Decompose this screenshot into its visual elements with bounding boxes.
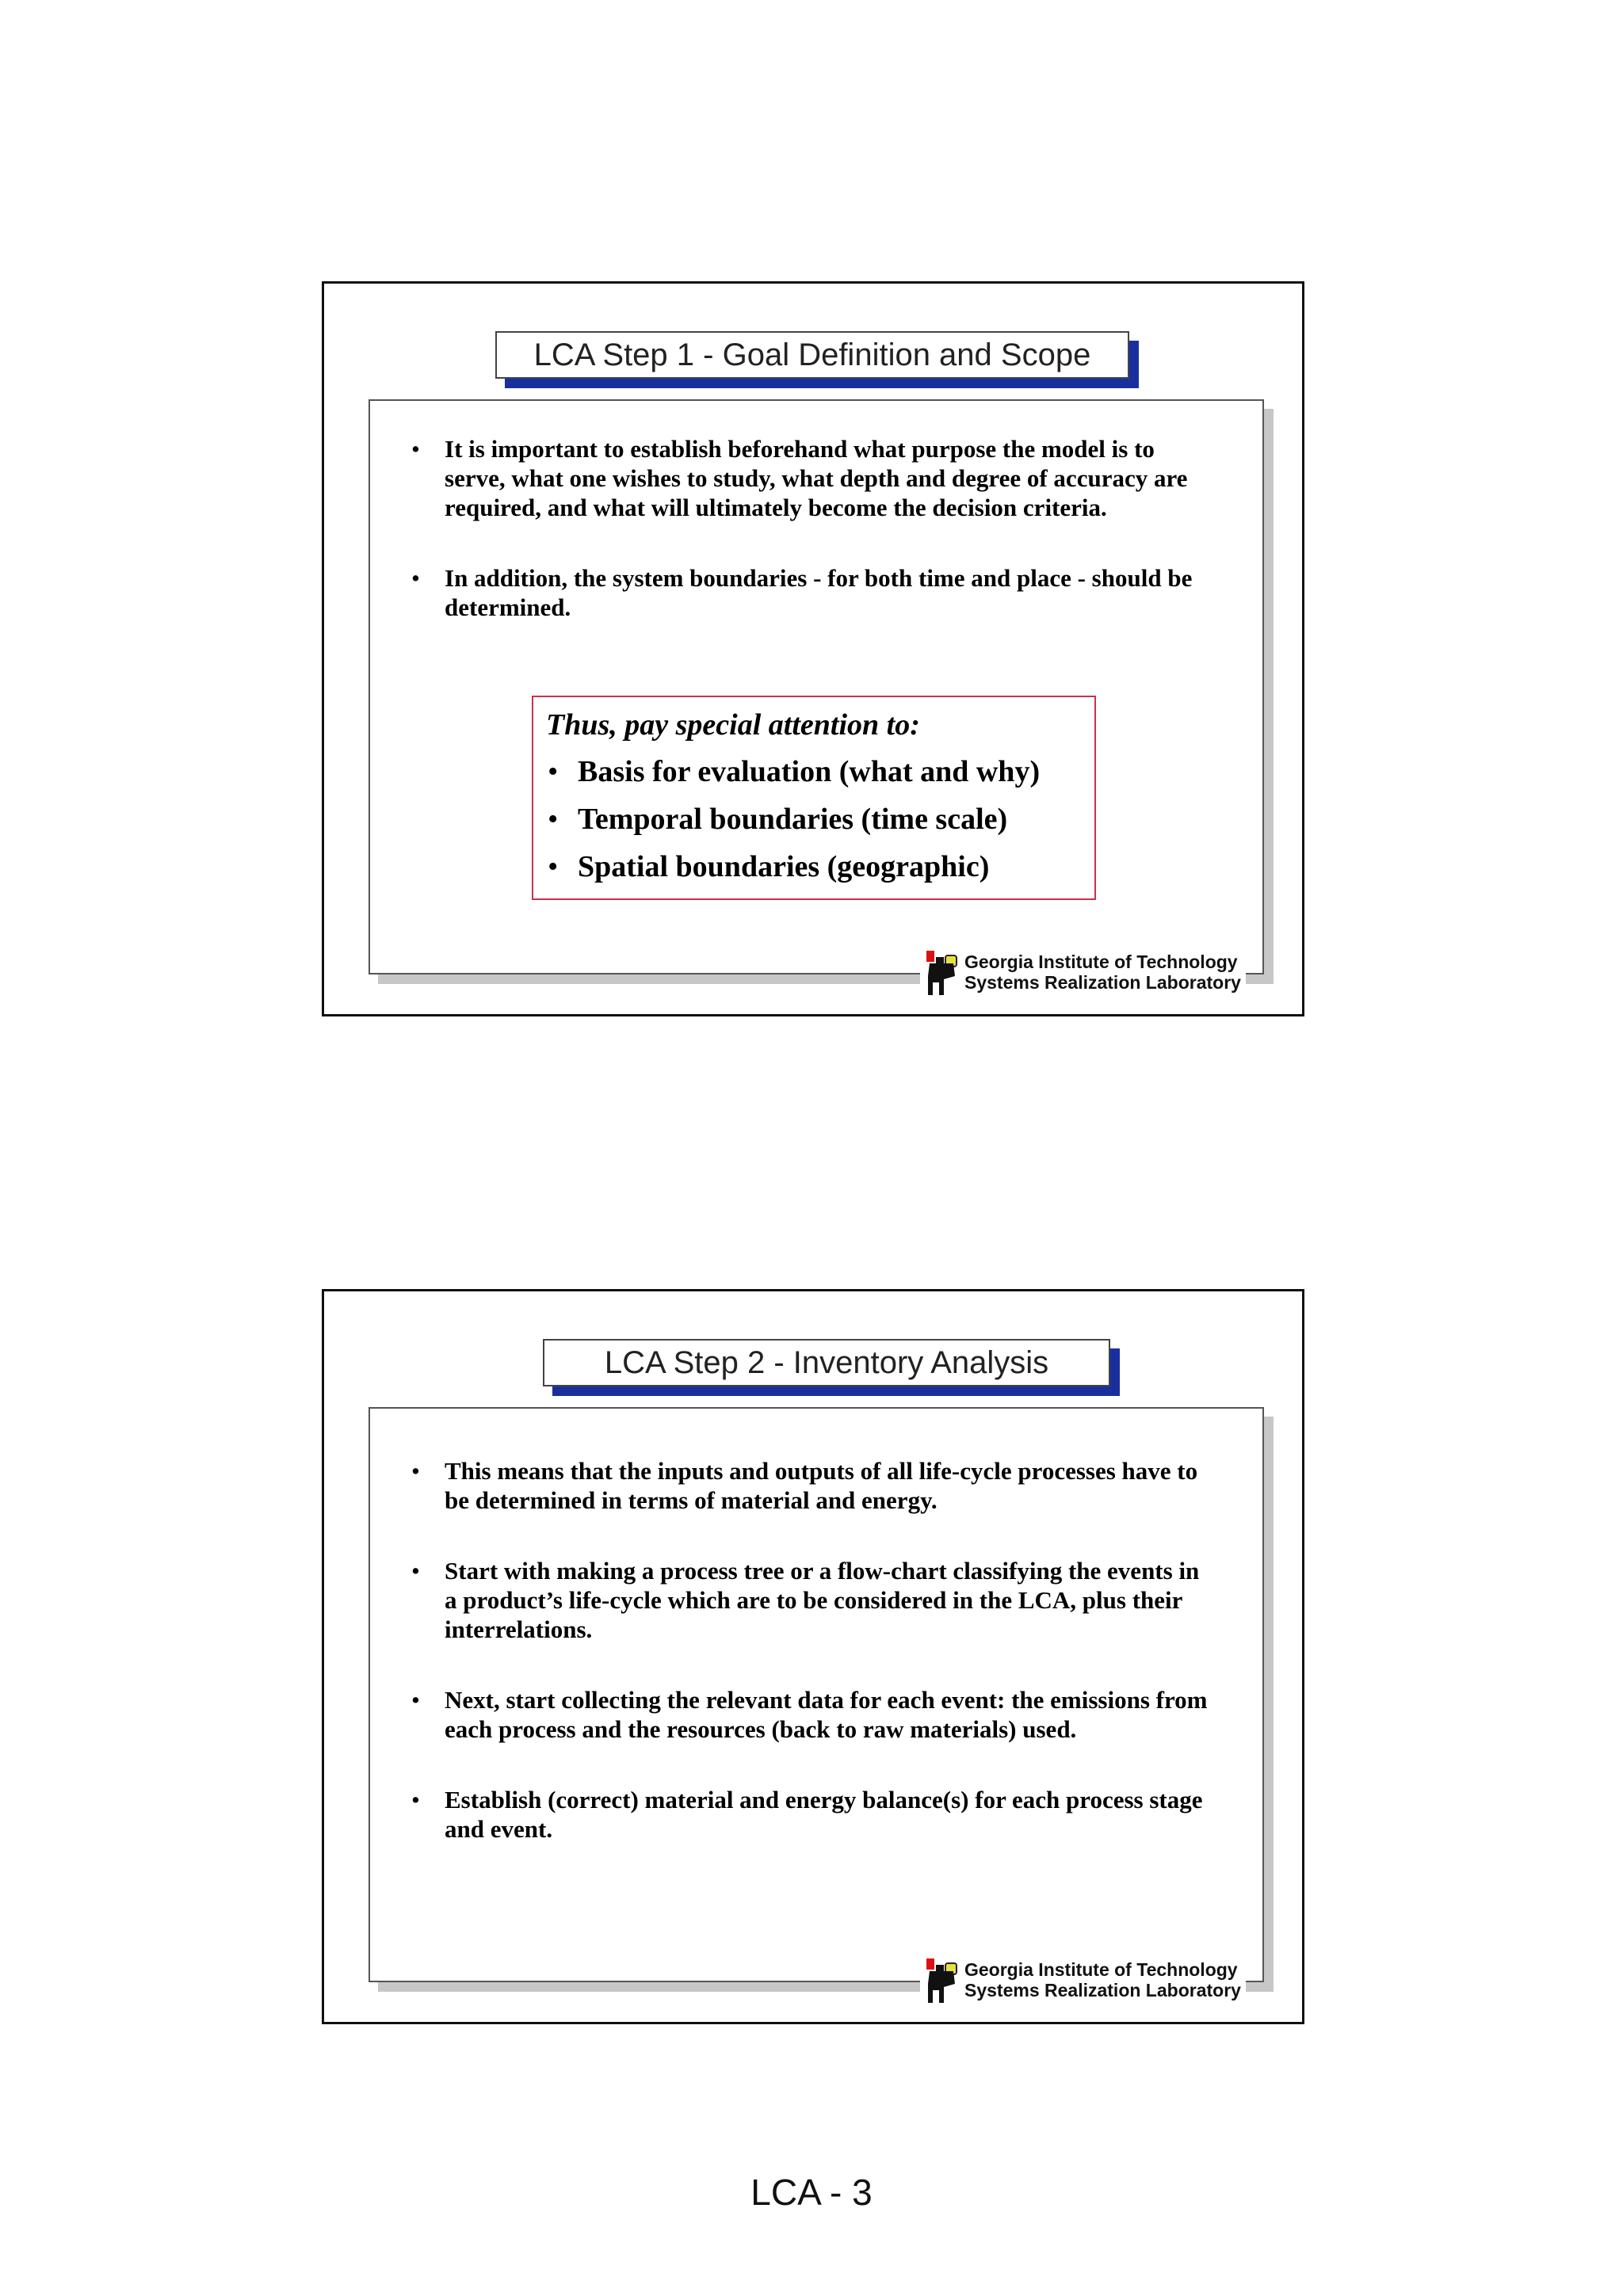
- footer-line-1: Georgia Institute of Technology: [964, 952, 1238, 972]
- bullet-text: It is important to establish beforehand what purpose the model is to serve, what one wishes to study, what depth and degree of accuracy are required, and what will ultimately become the decision criteria.: [445, 435, 1188, 521]
- slide-1-footer: [920, 948, 1246, 997]
- bullet-item: [411, 563, 1215, 622]
- slide-2-title: LCA Step 2 - Inventory Analysis: [543, 1339, 1110, 1386]
- bullet-dot: •: [411, 1786, 420, 1814]
- slide-1-title: LCA Step 1 - Goal Definition and Scope: [495, 331, 1129, 379]
- attention-list: [546, 748, 1082, 891]
- slide-1-content: [369, 399, 1264, 974]
- slide-1: [322, 281, 1304, 1016]
- attention-item: [546, 748, 1082, 795]
- footer-line-2: Systems Realization Laboratory: [964, 972, 1241, 993]
- bullet-dot: •: [548, 850, 559, 883]
- bullet-dot: •: [411, 564, 420, 592]
- slide-2: [322, 1289, 1304, 2024]
- page-number: LCA - 3: [750, 2172, 873, 2213]
- attention-item: [546, 843, 1082, 891]
- bullet-item: [411, 434, 1215, 522]
- bullet-dot: •: [548, 803, 559, 836]
- gatech-logo-icon: [922, 948, 961, 997]
- bullet-item: [411, 1685, 1215, 1744]
- bullet-dot: •: [411, 1686, 420, 1714]
- bullet-text: This means that the inputs and outputs of all life-cycle processes have to be determined in terms of material and energy.: [445, 1457, 1198, 1514]
- attention-box: [532, 696, 1096, 900]
- bullet-dot: •: [411, 1457, 420, 1485]
- footer-text: [964, 952, 1241, 993]
- bullet-dot: •: [411, 435, 420, 463]
- bullet-text: Start with making a process tree or a flow-chart classifying the events in a product’s life-cycle which are to be considered in the LCA, plus their interrelations.: [445, 1557, 1200, 1643]
- slide-2-content: [369, 1407, 1264, 1982]
- bullet-item: [411, 1456, 1215, 1515]
- attention-heading: Thus, pay special attention to:: [546, 708, 920, 742]
- bullet-text: In addition, the system boundaries - for both time and place - should be determined.: [445, 564, 1193, 621]
- slide-2-bullets: [411, 1456, 1215, 1885]
- bullet-item: [411, 1785, 1215, 1844]
- attention-item-text: Temporal boundaries (time scale): [578, 803, 1008, 836]
- footer-line-1: Georgia Institute of Technology: [964, 1959, 1238, 1980]
- gatech-logo-icon: [922, 1955, 961, 2004]
- bullet-dot: •: [411, 1557, 420, 1585]
- bullet-dot: •: [548, 755, 559, 788]
- slide-2-footer: [920, 1955, 1246, 2004]
- attention-item-text: Spatial boundaries (geographic): [578, 850, 990, 883]
- bullet-text: Establish (correct) material and energy balance(s) for each process stage and event.: [445, 1786, 1203, 1843]
- attention-item: [546, 795, 1082, 843]
- bullet-text: Next, start collecting the relevant data for each event: the emissions from each process and the resources (back to raw materials) used.: [445, 1686, 1208, 1743]
- bullet-item: [411, 1556, 1215, 1644]
- slide-1-bullets: [411, 434, 1215, 663]
- footer-line-2: Systems Realization Laboratory: [964, 1980, 1241, 2000]
- attention-item-text: Basis for evaluation (what and why): [578, 755, 1041, 788]
- footer-text: [964, 1959, 1241, 2000]
